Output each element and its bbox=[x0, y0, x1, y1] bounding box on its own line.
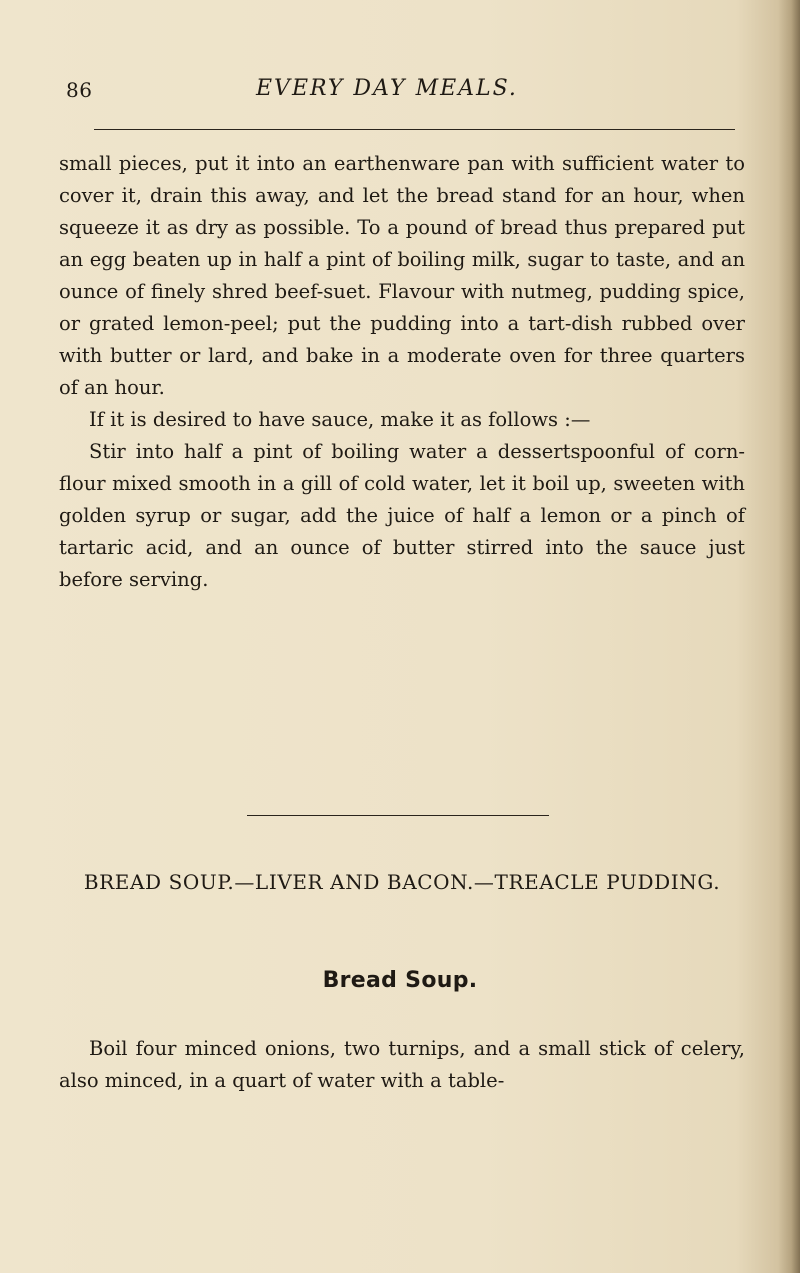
page-edge-shadow bbox=[778, 0, 800, 1273]
paragraph-bread-soup: Boil four minced onions, two turnips, and a small stick of celery, also minced, in a quart of water with a table- bbox=[59, 1037, 745, 1092]
running-head: EVERY DAY MEALS. bbox=[256, 76, 518, 101]
paragraph-sauce-intro: If it is desired to have sauce, make it as follows :— bbox=[89, 408, 591, 431]
page-header bbox=[66, 74, 736, 114]
section-divider-rule bbox=[247, 815, 549, 816]
paragraph-sauce-method: Stir into half a pint of boiling water a dessertspoonful of corn-flour mixed smooth in a gill of cold water, let it boil up, sweeten with golden syrup or sugar, add the juice of half a lemon or a pinch of tartaric acid, and an ounce of butter stirred into the sauce just before serving. bbox=[59, 440, 745, 591]
header-rule bbox=[94, 129, 735, 130]
section-title: BREAD SOUP.—LIVER AND BACON.—TREACLE PUDDING. bbox=[83, 870, 721, 894]
subheading-bread-soup: Bread Soup. bbox=[322, 968, 478, 993]
page-number: 86 bbox=[66, 78, 93, 102]
bread-soup-body bbox=[59, 1033, 745, 1097]
paragraph-pudding-method: small pieces, put it into an earthenware pan with sufficient water to cover it, drain this away, and let the bread stand for an hour, when squeeze it as dry as possible. To a pound of bread thus prepared put an egg beaten up in half a pint of boiling milk, sugar to taste, and an ounce of finely shred beef-suet. Flavour with nutmeg, pudding spice, or grated lemon-peel; put the pudding into a tart-dish rubbed over with butter or lard, and bake in a moderate oven for three quarters of an hour. bbox=[59, 152, 745, 399]
recipe-body bbox=[59, 148, 745, 596]
